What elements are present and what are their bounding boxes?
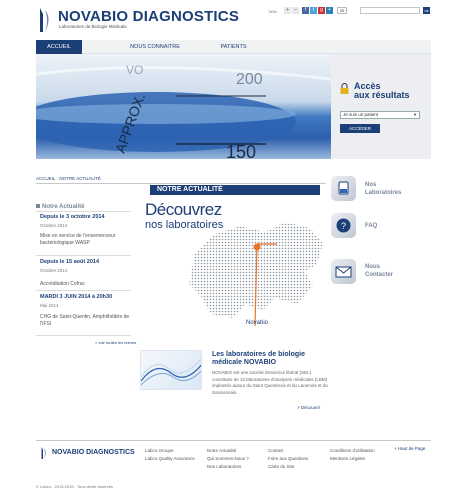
news-heading: Notre Actualité (36, 204, 84, 210)
breadcrumb (36, 176, 326, 184)
glass-label-approx: APPROX. (111, 91, 149, 156)
haut-de-page-link[interactable]: + Haut de Page (394, 446, 426, 451)
actualite-header: NOTRE ACTUALITÉ (150, 185, 320, 195)
copyright: © Labco - 2013-2015 - Tous droits réservés (36, 484, 113, 489)
facebook-icon[interactable]: f (302, 7, 309, 14)
news-item-title[interactable]: Depuis le 3 octobre 2014 (40, 214, 105, 220)
nav-accueil[interactable]: ACCUEIL (36, 40, 82, 54)
map-pin-label: Novabio (246, 320, 269, 326)
hero-banner (36, 54, 331, 159)
decouvrir-link[interactable]: > Découvrir (297, 405, 321, 410)
patient-type-select[interactable]: Je suis un patient ▼ (340, 111, 420, 119)
footer-link[interactable]: Contact (268, 448, 284, 453)
news-item-date: Mai 2014 (40, 303, 59, 308)
text-size-label: Taille (268, 9, 278, 14)
footer-divider (36, 440, 431, 441)
voir-toutes-breves-link[interactable]: > voir toutes les brèves (95, 340, 137, 345)
footer-link[interactable]: Mentions Légales (330, 456, 366, 461)
footer-link[interactable]: Carte du Site (268, 464, 295, 469)
divider (36, 335, 131, 336)
microscope-icon (331, 176, 356, 201)
faq-tile[interactable] (331, 213, 356, 238)
news-item-title[interactable]: MARDI 3 JUIN 2014 à 20h30 (40, 294, 113, 300)
news-item[interactable] (40, 214, 135, 246)
square-icon (36, 204, 40, 208)
news-item[interactable] (40, 259, 135, 288)
twitter-icon[interactable]: t (310, 7, 317, 14)
footer-logo-icon (38, 446, 50, 460)
footer-link[interactable]: Conditions d'utilisation (330, 448, 375, 453)
glass-label-200: 200 (236, 71, 263, 88)
footer-link[interactable]: Labco Quality Assurance (145, 456, 195, 461)
brand-name[interactable]: NOVABIO DIAGNOSTICS (58, 8, 240, 25)
footer-link[interactable]: Qui Sommes-Nous ? (207, 456, 249, 461)
news-item-desc: CHG de Saint-Quentin, Amphithéâtre de l'IFSI (40, 314, 130, 327)
footer-column (207, 447, 249, 471)
glass-label-vo: VO (126, 63, 144, 77)
map-title-line1: Découvrez (145, 200, 222, 219)
divider (36, 211, 131, 212)
zoom-out-icon[interactable]: − (292, 7, 299, 14)
nav-nous-connaitre[interactable]: NOUS CONNAITRE (130, 44, 180, 50)
zoom-in-icon[interactable]: + (284, 7, 291, 14)
envelope-icon (331, 259, 356, 284)
laboratoires-desc: NOVABIO est une société d'exercice libéral (SEL) constituée de 13 laboratoires d'analyses médicales (LBM) implantés autour du Saint Quentinois et du Laonnois et du Soissonnais. (212, 370, 328, 395)
lock-icon (340, 83, 349, 94)
news-item[interactable] (40, 294, 135, 327)
share-icon[interactable]: + (326, 7, 333, 14)
question-icon (331, 213, 356, 238)
footer-logo[interactable]: NOVABIO DIAGNOSTICS (52, 449, 135, 456)
laboratoires-title[interactable]: Les laboratoires de biologie médicale NOVABIO (212, 351, 305, 366)
news-item-date: Octobre 2014 (40, 223, 68, 228)
footer-link[interactable]: Foire aux Questions (268, 456, 309, 461)
chevron-down-icon: ▼ (413, 112, 417, 117)
search-input[interactable] (360, 7, 420, 14)
divider (36, 290, 131, 291)
glass-label-150: 150 (226, 142, 257, 159)
divider (36, 255, 131, 256)
faq-label[interactable]: FAQ (365, 223, 378, 229)
nos-laboratoires-label[interactable]: Nos Laboratoires (365, 182, 402, 196)
nous-contacter-tile[interactable] (331, 259, 356, 284)
footer-column (145, 447, 195, 463)
footer-link[interactable]: Labco Groupe (145, 448, 174, 453)
nous-contacter-label[interactable]: Nous Contacter (365, 264, 394, 278)
chevron-right-icon: › (56, 176, 60, 181)
laboratoires-thumbnail[interactable] (140, 350, 202, 390)
acces-title: Accès aux résultats (354, 81, 410, 100)
footer-link[interactable]: Nos Laboratoires (207, 464, 242, 469)
nav-patients[interactable]: PATIENTS (220, 44, 247, 50)
lab-glassware-image (36, 54, 331, 159)
novabio-logo-icon (36, 6, 54, 34)
dna-wave-image (141, 351, 202, 390)
search-button[interactable]: ok (424, 8, 429, 13)
footer-column (330, 447, 375, 463)
news-item-desc: Mise en service de l'ensemenceur bactériologique WASP (40, 233, 116, 246)
map-title-line2: nos laboratoires (145, 219, 224, 231)
main-nav (36, 40, 431, 54)
nos-laboratoires-tile[interactable] (331, 176, 356, 201)
breadcrumb-current: NOTRE ACTUALITÉ (59, 176, 101, 181)
share-count: 20 (337, 7, 347, 14)
breadcrumb-home[interactable]: ACCUEIL (36, 176, 56, 181)
acces-resultats-panel (331, 54, 431, 159)
footer-column (268, 447, 308, 471)
news-item-date: Octobre 2014 (40, 268, 68, 273)
news-item-title[interactable]: Depuis le 15 août 2014 (40, 259, 99, 265)
footer-link[interactable]: Notre Actualité (207, 448, 237, 453)
svg-text:?: ? (340, 221, 347, 231)
acceder-button[interactable]: ACCÉDER (340, 124, 380, 133)
news-item-desc: Accréditation Cofrac (40, 281, 86, 287)
googleplus-icon[interactable]: g (318, 7, 325, 14)
map-pin-icon (254, 244, 261, 251)
brand-tagline: Laboratoires de Biologie Médicale (59, 24, 127, 29)
